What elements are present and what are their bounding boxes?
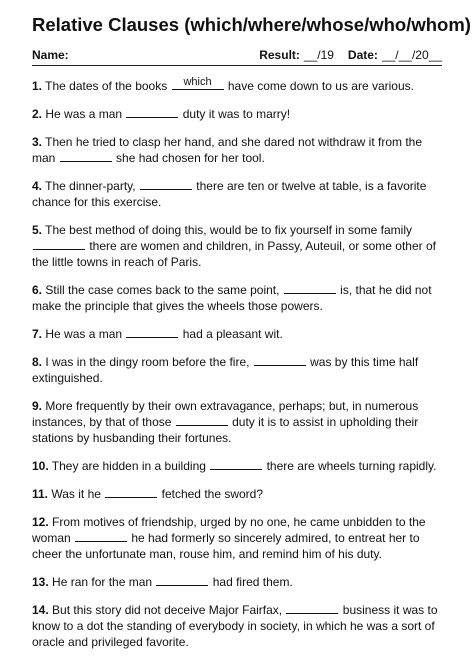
question-text-before: He was a man xyxy=(42,327,126,341)
question-text-after: there are women and children, in Passy, Auteuil, or some other of the little towns in reach of Paris. xyxy=(32,239,436,269)
question-item xyxy=(32,486,442,502)
question-item xyxy=(32,514,442,562)
answer-blank[interactable] xyxy=(172,78,224,90)
question-text-after: there are wheels turning rapidly. xyxy=(263,459,437,473)
question-item xyxy=(32,398,442,446)
date-label: Date: xyxy=(347,48,378,62)
answer-blank[interactable] xyxy=(126,326,178,338)
question-number: 11. xyxy=(32,487,49,501)
worksheet-meta-row xyxy=(32,48,442,66)
question-item xyxy=(32,602,442,650)
worksheet-title: Relative Clauses (which/where/whose/who/whom) xyxy=(32,14,471,35)
question-number: 3. xyxy=(32,135,43,149)
question-text-after: have come down to us are various. xyxy=(224,79,414,93)
answer-blank[interactable] xyxy=(284,282,336,294)
answer-blank[interactable] xyxy=(156,574,208,586)
question-text-after: is, that he did not make the principle that gives the wheels those powers. xyxy=(32,283,432,313)
question-text-before: He was a man xyxy=(42,107,126,121)
question-text-before: They are hidden in a building xyxy=(48,459,210,473)
question-text-after: she had chosen for her tool. xyxy=(112,151,265,165)
answer-blank[interactable] xyxy=(210,458,262,470)
question-item xyxy=(32,134,442,166)
question-number: 5. xyxy=(32,223,43,237)
question-number: 14. xyxy=(32,603,49,617)
question-text-before: But this story did not deceive Major Fairfax, xyxy=(48,603,286,617)
question-number: 10. xyxy=(32,459,49,473)
question-text-after: had a pleasant wit. xyxy=(179,327,283,341)
question-text-after: there are ten or twelve at table, is a favorite chance for this exercise. xyxy=(32,179,427,209)
question-text-before: I was in the dingy room before the fire, xyxy=(42,355,253,369)
answer-blank[interactable] xyxy=(140,178,192,190)
question-text-before: Was it he xyxy=(48,487,105,501)
question-item xyxy=(32,354,442,386)
question-number: 4. xyxy=(32,179,43,193)
question-text-after: fetched the sword? xyxy=(158,487,264,501)
answer-blank[interactable] xyxy=(105,486,157,498)
answer-blank[interactable] xyxy=(254,354,306,366)
question-text-before: Then he tried to clasp her hand, and she dared not withdraw it from the man xyxy=(32,135,423,165)
answer-blank[interactable] xyxy=(286,602,338,614)
question-text-after: duty it was to marry! xyxy=(179,107,291,121)
result-label: Result: xyxy=(259,48,300,62)
answer-text: which xyxy=(183,76,212,88)
question-text-before: He ran for the man xyxy=(48,575,156,589)
question-text-before: The dates of the books xyxy=(42,79,171,93)
question-number: 8. xyxy=(32,355,43,369)
question-text-before: Still the case comes back to the same point, xyxy=(42,283,283,297)
question-item xyxy=(32,222,442,270)
question-text-after: he had formerly so sincerely admired, to entreat her to cheer the unfortunate man, rouse him, and remind him of his duty. xyxy=(32,531,420,561)
question-item xyxy=(32,326,442,342)
answer-blank[interactable] xyxy=(60,150,112,162)
question-text-after: was by this time half extinguished. xyxy=(32,355,419,385)
answer-blank[interactable] xyxy=(33,238,85,250)
question-text-after: duty it is to assist in upholding their stations by husbanding their fortunes. xyxy=(32,415,419,445)
answer-blank[interactable] xyxy=(176,414,228,426)
question-item xyxy=(32,78,442,94)
question-number: 7. xyxy=(32,327,43,341)
question-number: 2. xyxy=(32,107,43,121)
answer-blank[interactable] xyxy=(126,106,178,118)
question-text-before: The best method of doing this, would be to fix yourself in some family xyxy=(42,223,412,237)
question-text-before: More frequently by their own extravagance, perhaps; but, in numerous instances, by that of those xyxy=(32,399,419,429)
question-text-after: business it was to know to a dot the standing of everybody in society, in which he was a sort of oracle and privileged favorite. xyxy=(32,603,438,649)
result-date-group xyxy=(255,48,442,62)
question-item xyxy=(32,458,442,474)
question-number: 13. xyxy=(32,575,49,589)
answer-blank[interactable] xyxy=(75,530,127,542)
question-item xyxy=(32,178,442,210)
question-number: 9. xyxy=(32,399,43,413)
question-text-before: The dinner-party, xyxy=(42,179,139,193)
question-text-after: had fired them. xyxy=(209,575,293,589)
result-value: __/19 xyxy=(303,48,334,62)
question-text-before: From motives of friendship, urged by no one, he came unbidden to the woman xyxy=(32,515,426,545)
question-number: 1. xyxy=(32,79,43,93)
question-item xyxy=(32,106,442,122)
question-number: 6. xyxy=(32,283,43,297)
date-value: __/__/20__ xyxy=(381,48,442,62)
question-list xyxy=(32,78,442,650)
name-label: Name: xyxy=(32,48,69,62)
question-item xyxy=(32,574,442,590)
question-number: 12. xyxy=(32,515,49,529)
question-item xyxy=(32,282,442,314)
